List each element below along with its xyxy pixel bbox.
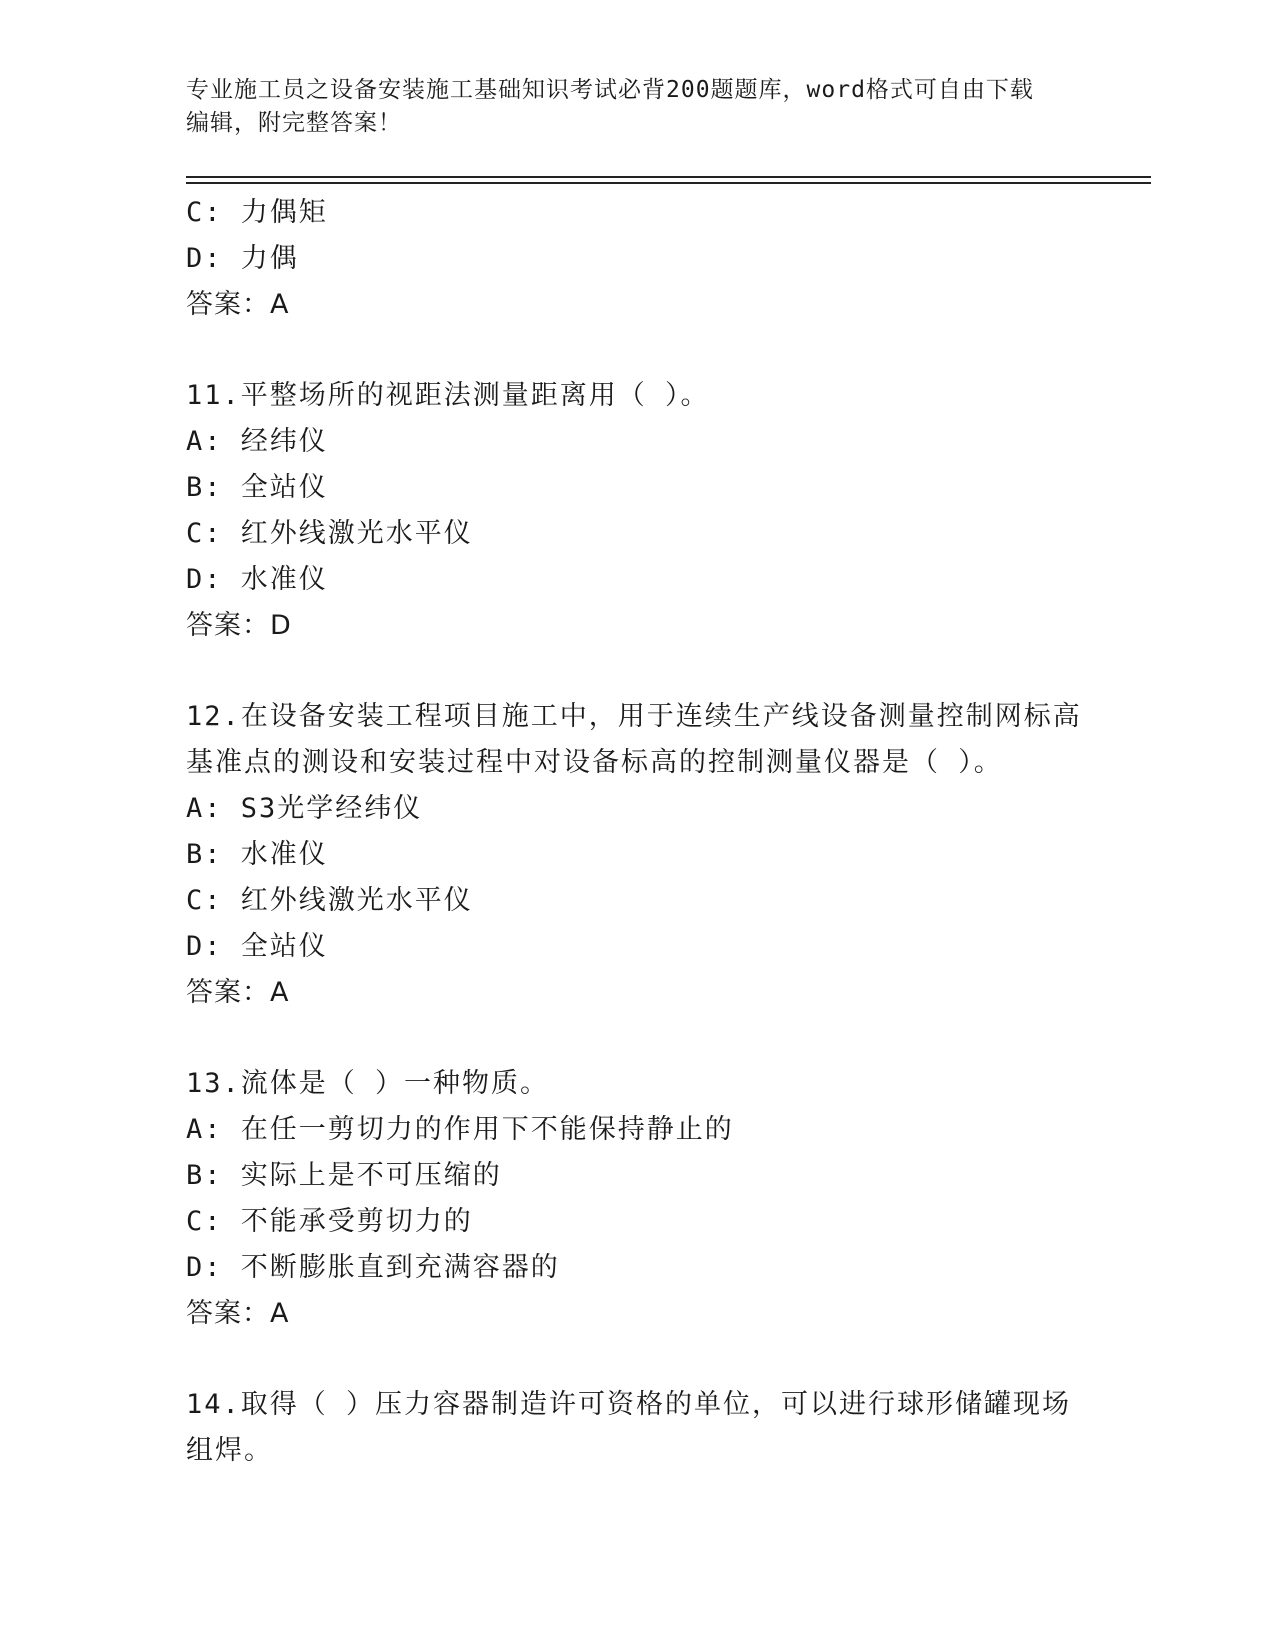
answer: 答案：A xyxy=(186,977,290,1008)
option-b: B: 全站仪 xyxy=(186,472,328,503)
option-d: D: 力偶 xyxy=(186,243,299,274)
question-list xyxy=(186,190,1086,1474)
option-a: A: 经纬仪 xyxy=(186,426,328,457)
question-text: 13.流体是（ ）一种物质。 xyxy=(186,1068,550,1099)
option-c: C: 力偶矩 xyxy=(186,197,328,228)
question-10-continuation xyxy=(186,190,1086,328)
option-c: C: 红外线激光水平仪 xyxy=(186,885,473,916)
header-title-line-1: 专业施工员之设备安装施工基础知识考试必背200题题库，word格式可自由下载 xyxy=(186,77,1034,103)
question-text-line-2: 组焊。 xyxy=(186,1435,273,1466)
option-c: C: 不能承受剪切力的 xyxy=(186,1206,473,1237)
question-text-line-1: 12.在设备安装工程项目施工中，用于连续生产线设备测量控制网标高 xyxy=(186,701,1082,732)
option-d: D: 不断膨胀直到充满容器的 xyxy=(186,1252,560,1283)
answer: 答案：D xyxy=(186,610,292,641)
option-a: A: S3光学经纬仪 xyxy=(186,793,423,824)
answer: 答案：A xyxy=(186,1298,290,1329)
header-title-line-2: 编辑，附完整答案！ xyxy=(186,110,402,136)
question-13 xyxy=(186,1061,1086,1337)
document-header xyxy=(186,74,1086,140)
question-text-line-2: 基准点的测设和安装过程中对设备标高的控制测量仪器是（ ）。 xyxy=(186,747,1003,778)
question-12 xyxy=(186,694,1086,1016)
question-14 xyxy=(186,1382,1086,1474)
option-d: D: 水准仪 xyxy=(186,564,328,595)
option-d: D: 全站仪 xyxy=(186,931,328,962)
option-a: A: 在任一剪切力的作用下不能保持静止的 xyxy=(186,1114,734,1145)
option-b: B: 水准仪 xyxy=(186,839,328,870)
header-divider-bottom xyxy=(186,182,1151,184)
option-c: C: 红外线激光水平仪 xyxy=(186,518,473,549)
answer: 答案：A xyxy=(186,289,290,320)
header-divider-top xyxy=(186,176,1151,178)
question-text: 11.平整场所的视距法测量距离用（ ）。 xyxy=(186,380,710,411)
question-11 xyxy=(186,373,1086,649)
option-b: B: 实际上是不可压缩的 xyxy=(186,1160,502,1191)
question-text-line-1: 14.取得（ ）压力容器制造许可资格的单位，可以进行球形储罐现场 xyxy=(186,1389,1072,1420)
